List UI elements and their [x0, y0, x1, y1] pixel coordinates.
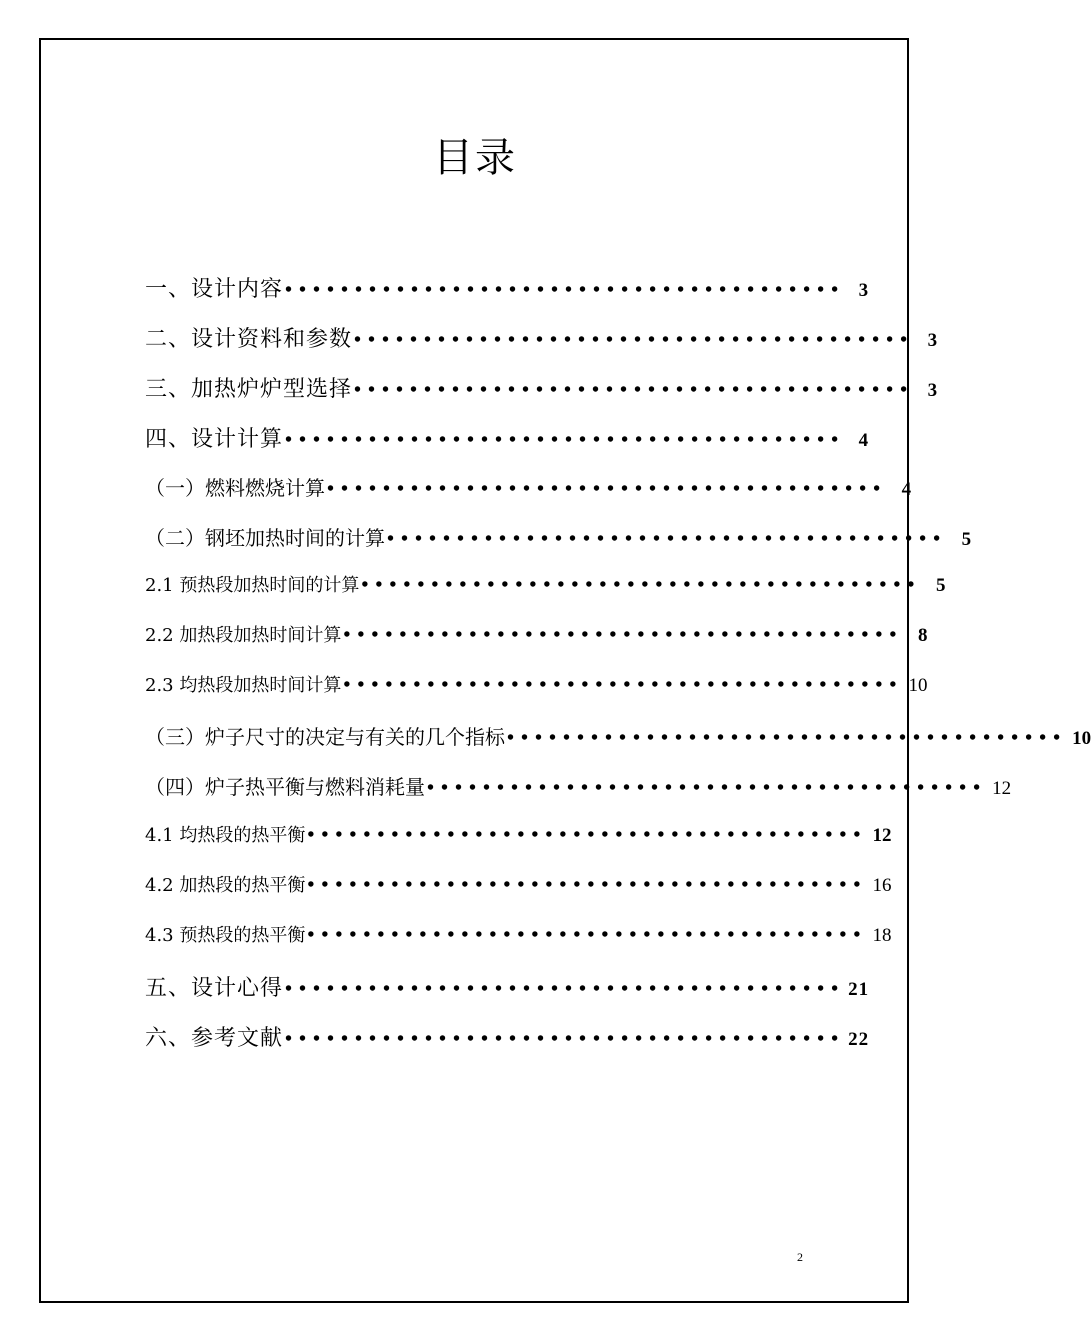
toc-title: 目录	[433, 135, 517, 181]
toc-dot-leader: ••••••••••••••••••••••••••••••••••••••••	[387, 527, 948, 550]
toc-entry[interactable]	[145, 1021, 870, 1061]
toc-entry-page: 3	[858, 280, 870, 301]
toc-dot-leader: ••••••••••••••••••••••••••••••••••••••••	[343, 674, 904, 697]
toc-entry-label: 二、设计资料和参数	[145, 326, 353, 352]
toc-entry-page: 22	[848, 1028, 870, 1050]
toc-entry[interactable]	[145, 871, 892, 911]
toc-entry[interactable]	[145, 771, 1012, 811]
toc-entry-label: 四、设计计算	[145, 426, 284, 452]
toc-entry-page: 10	[1072, 728, 1091, 750]
page-number: 2	[797, 1250, 803, 1264]
toc-dot-leader: ••••••••••••••••••••••••••••••••••••••••	[354, 328, 915, 351]
toc-dot-leader: ••••••••••••••••••••••••••••••••••••••••	[427, 777, 988, 799]
toc-dot-leader: ••••••••••••••••••••••••••••••••••••••••	[327, 477, 888, 500]
toc-entry[interactable]	[145, 971, 870, 1011]
toc-entry[interactable]	[145, 671, 928, 711]
toc-entry-page: 12	[992, 778, 1012, 799]
toc-entry[interactable]	[145, 372, 939, 412]
toc-entry-page: 21	[848, 978, 870, 1000]
toc-entry[interactable]	[145, 422, 870, 462]
toc-entry-label: （四）炉子热平衡与燃料消耗量	[145, 775, 425, 799]
toc-entry-label: 六、参考文献	[145, 1025, 284, 1051]
toc-entry[interactable]	[145, 522, 972, 562]
toc-entry-page: 18	[872, 924, 892, 946]
toc-dot-leader: ••••••••••••••••••••••••••••••••••••••••	[285, 977, 846, 1000]
toc-entry-label: 2.2 加热段加热时间计算	[145, 625, 342, 647]
toc-entry-label: 三、加热炉炉型选择	[145, 376, 353, 402]
toc-entry-page: 8	[917, 625, 928, 647]
toc-entry-label: 2.1 预热段加热时间的计算	[145, 575, 360, 597]
toc-entry-label: 4.2 加热段的热平衡	[145, 874, 306, 896]
toc-entry-label: （二）钢坯加热时间的计算	[145, 525, 385, 550]
toc-entry[interactable]	[145, 621, 928, 661]
toc-entry-label: （三）炉子尺寸的决定与有关的几个指标	[145, 725, 505, 750]
toc-entry-label: 4.1 均热段的热平衡	[145, 824, 306, 846]
toc-dot-leader: ••••••••••••••••••••••••••••••••••••••••	[354, 378, 915, 401]
toc-entry-page: 16	[872, 874, 892, 896]
toc-dot-leader: ••••••••••••••••••••••••••••••••••••••••	[285, 1027, 846, 1050]
toc-dot-leader: ••••••••••••••••••••••••••••••••••••••••	[507, 727, 1068, 750]
toc-entry-page: 4	[901, 478, 912, 500]
toc-entry-page: 12	[872, 824, 892, 846]
toc-dot-leader: ••••••••••••••••••••••••••••••••••••••••	[307, 923, 868, 946]
toc-entry-label: 一、设计内容	[145, 277, 284, 302]
toc-entry[interactable]	[145, 472, 912, 512]
toc-entry-label: 4.3 预热段的热平衡	[145, 924, 306, 946]
toc-entry[interactable]	[145, 571, 946, 611]
toc-entry[interactable]	[145, 322, 939, 362]
toc-entry-label: 2.3 均热段加热时间计算	[145, 675, 342, 697]
toc-dot-leader: ••••••••••••••••••••••••••••••••••••••••	[285, 428, 846, 451]
toc-entry-page: 3	[927, 329, 939, 351]
toc-entry-page: 4	[858, 429, 870, 451]
toc-dot-leader: ••••••••••••••••••••••••••••••••••••••••	[343, 624, 904, 647]
toc-entry-page: 10	[908, 675, 928, 697]
toc-dot-leader: ••••••••••••••••••••••••••••••••••••••••	[285, 279, 846, 301]
toc-entry[interactable]	[145, 821, 892, 861]
toc-dot-leader: ••••••••••••••••••••••••••••••••••••••••	[307, 823, 868, 846]
toc-entry[interactable]	[145, 272, 870, 312]
toc-entry-label: （一）燃料燃烧计算	[145, 475, 325, 500]
toc-dot-leader: ••••••••••••••••••••••••••••••••••••••••	[307, 873, 868, 896]
toc-dot-leader: ••••••••••••••••••••••••••••••••••••••••	[361, 574, 922, 597]
toc-entry-label: 五、设计心得	[145, 975, 284, 1001]
toc-entry[interactable]	[145, 921, 892, 961]
toc-entry[interactable]	[145, 721, 1091, 761]
toc-entry-page: 5	[935, 575, 946, 597]
toc-entry-page: 5	[961, 528, 972, 550]
toc-entry-page: 3	[927, 379, 939, 401]
